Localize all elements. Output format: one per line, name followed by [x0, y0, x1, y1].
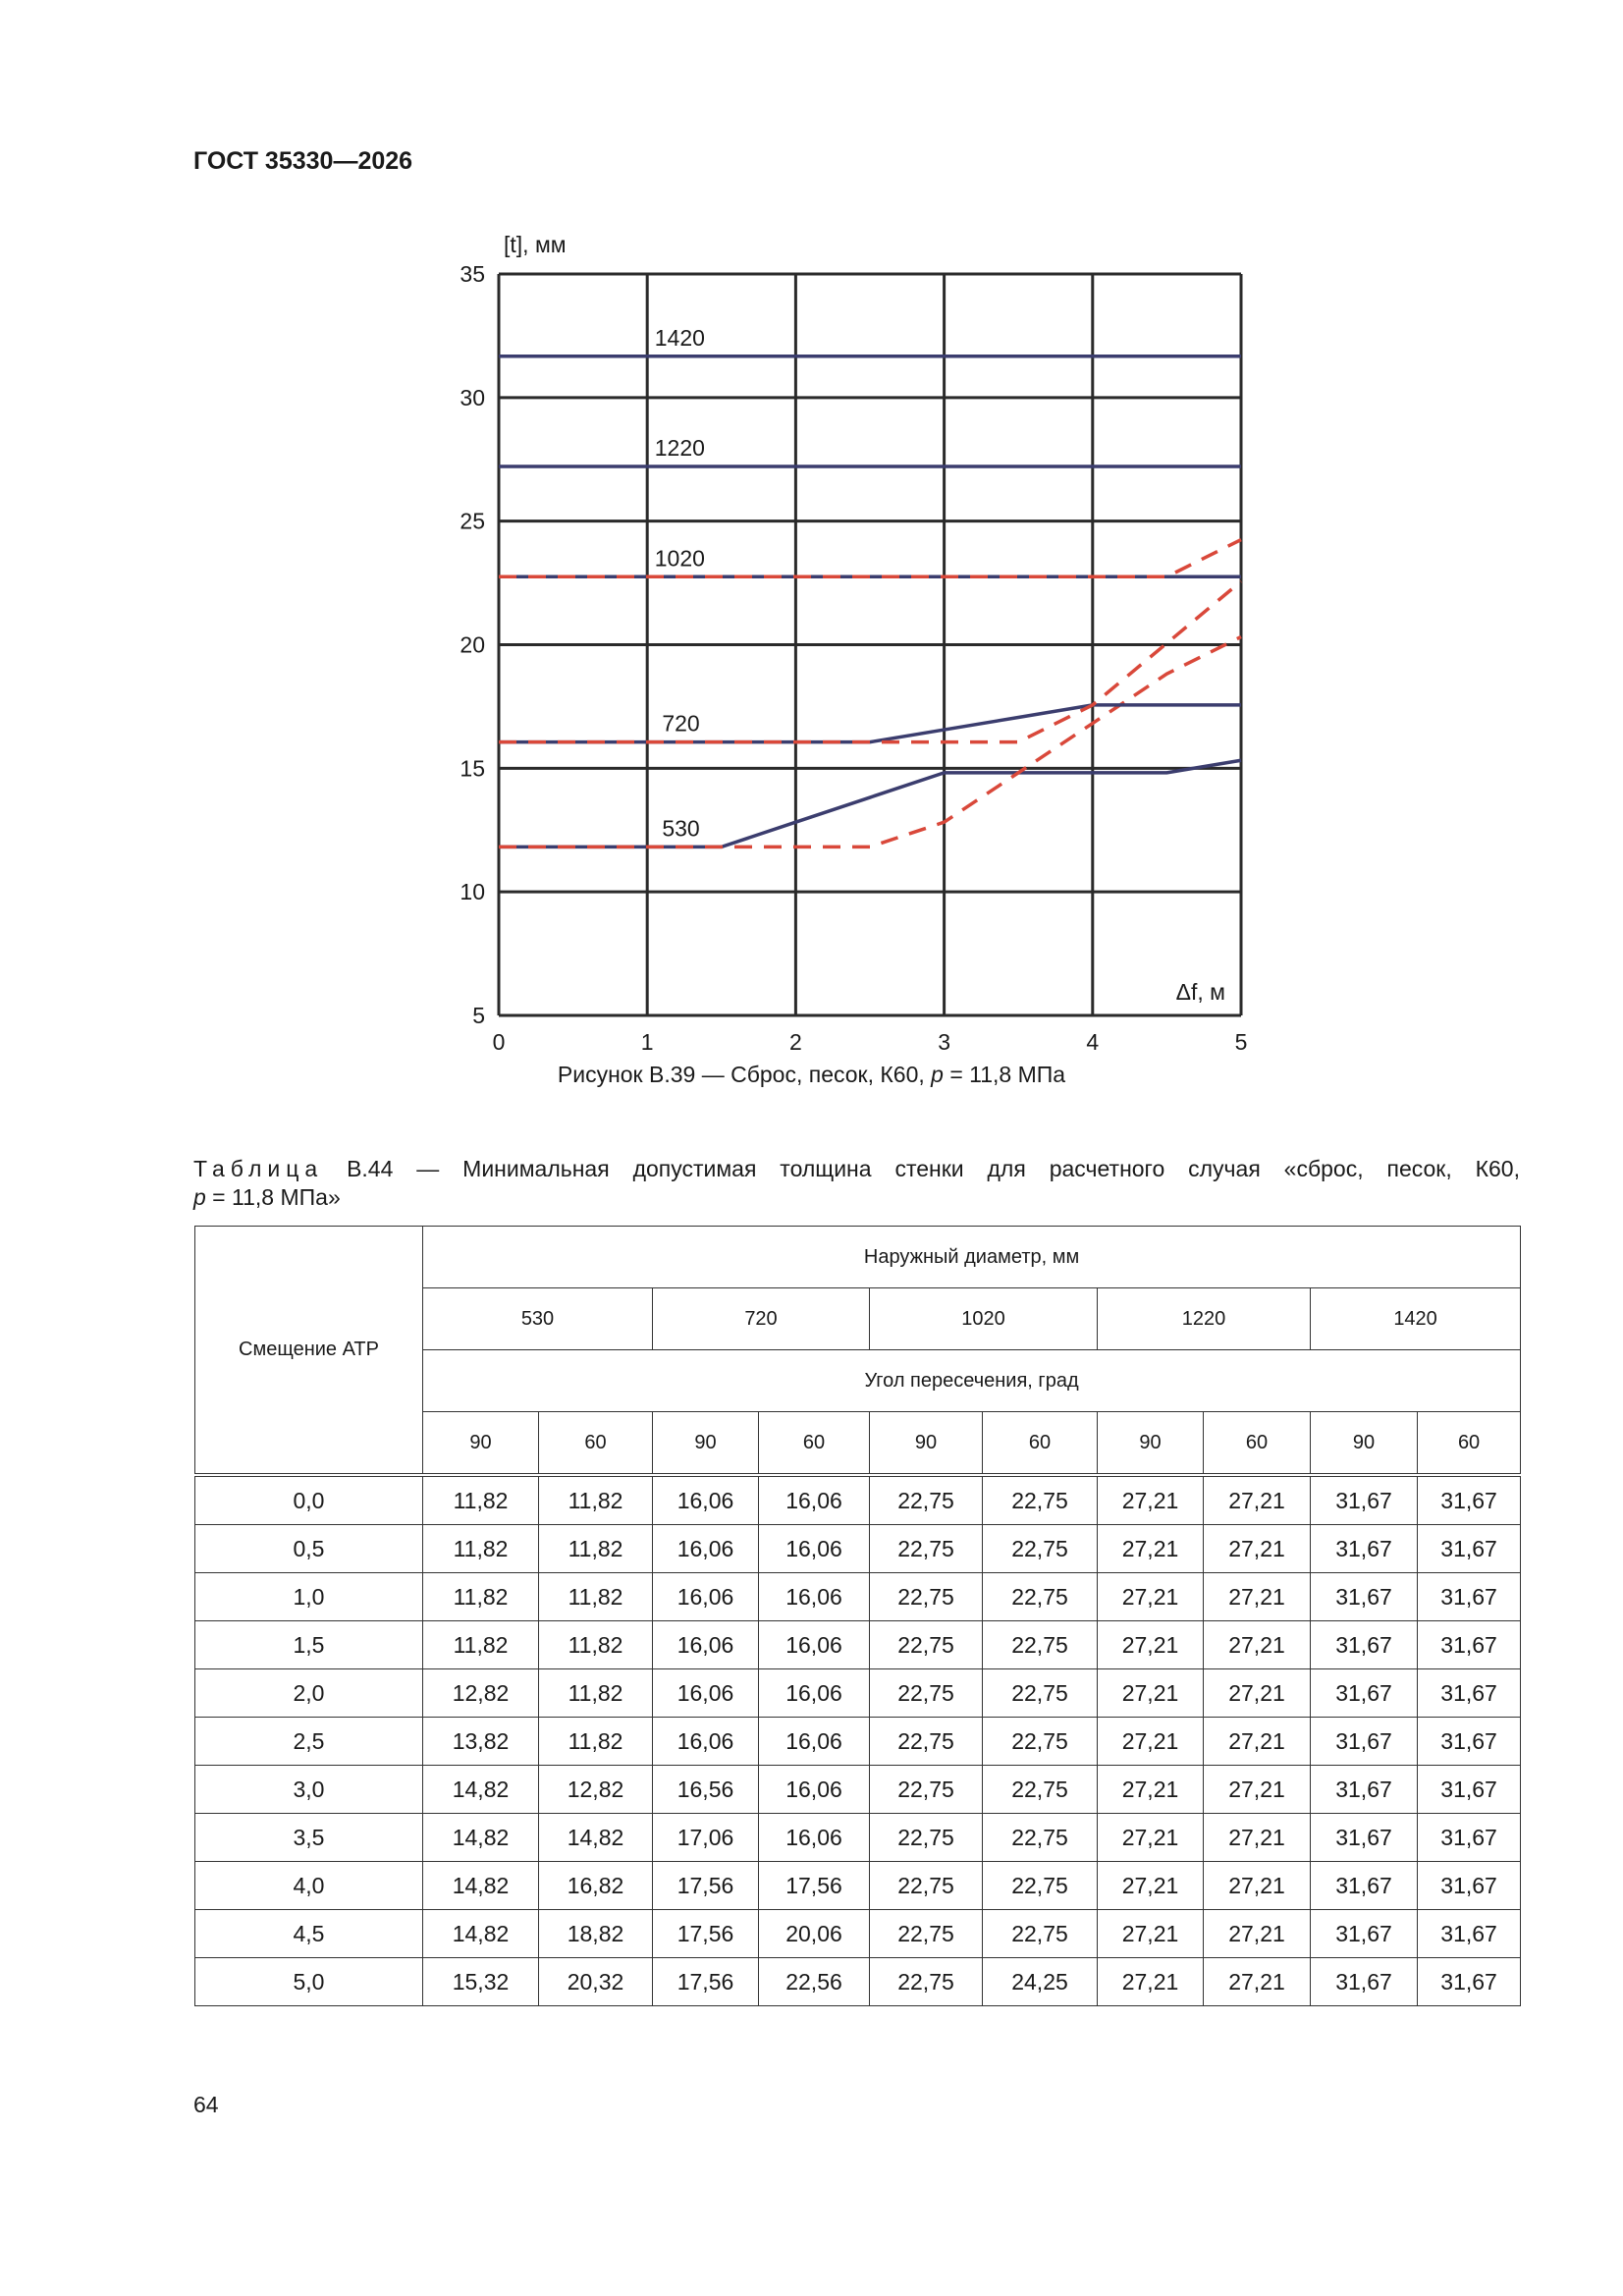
thickness-cell: 12,82 — [539, 1766, 653, 1814]
thickness-cell: 20,32 — [539, 1958, 653, 2006]
diameter-header: 1020 — [870, 1288, 1098, 1350]
thickness-cell: 22,75 — [870, 1669, 983, 1718]
angle-header: 90 — [653, 1412, 759, 1476]
y-tick-label: 20 — [460, 631, 485, 658]
thickness-cell: 22,75 — [870, 1766, 983, 1814]
offset-cell: 3,5 — [195, 1814, 423, 1862]
table-row — [195, 1718, 1521, 1766]
header-row — [195, 1227, 1521, 1288]
thickness-cell: 31,67 — [1418, 1718, 1521, 1766]
thickness-cell: 27,21 — [1098, 1910, 1204, 1958]
thickness-cell: 31,67 — [1311, 1621, 1418, 1669]
table-caption-text: В.44 — Минимальная допустимая толщина стенки для расчетного случая «сброс, песок, К60, — [323, 1156, 1520, 1181]
y-tick-label: 35 — [460, 261, 485, 287]
thickness-cell: 27,21 — [1098, 1621, 1204, 1669]
y-tick-label: 5 — [472, 1003, 485, 1028]
thickness-cell: 31,67 — [1311, 1958, 1418, 2006]
table-caption — [193, 1155, 1520, 1183]
thickness-cell: 20,06 — [759, 1910, 870, 1958]
offset-cell: 4,0 — [195, 1862, 423, 1910]
thickness-cell: 27,21 — [1204, 1718, 1311, 1766]
table-caption-word: Таблица — [193, 1156, 324, 1181]
angle-group-header: Угол пересечения, град — [423, 1350, 1521, 1412]
thickness-cell: 22,75 — [983, 1910, 1098, 1958]
thickness-cell: 16,06 — [653, 1621, 759, 1669]
thickness-cell: 22,75 — [870, 1573, 983, 1621]
y-tick-label: 30 — [460, 384, 485, 410]
thickness-cell: 24,25 — [983, 1958, 1098, 2006]
y-tick-label: 10 — [460, 879, 485, 905]
thickness-cell: 17,56 — [653, 1958, 759, 2006]
y-tick-label: 15 — [460, 755, 485, 782]
thickness-cell: 31,67 — [1311, 1766, 1418, 1814]
thickness-cell: 27,21 — [1098, 1475, 1204, 1525]
thickness-cell: 17,56 — [653, 1910, 759, 1958]
thickness-cell: 27,21 — [1204, 1766, 1311, 1814]
thickness-cell: 27,21 — [1098, 1573, 1204, 1621]
thickness-cell: 22,75 — [983, 1814, 1098, 1862]
thickness-cell: 15,32 — [423, 1958, 539, 2006]
curve-label: 720 — [662, 710, 700, 737]
thickness-cell: 11,82 — [423, 1621, 539, 1669]
thickness-cell: 27,21 — [1204, 1910, 1311, 1958]
figure-caption: Рисунок В.39 — Сброс, песок, К60, p = 11,8 МПа — [557, 1062, 1066, 1087]
thickness-cell: 16,06 — [759, 1525, 870, 1573]
angle-header: 60 — [539, 1412, 653, 1476]
thickness-cell: 16,06 — [759, 1573, 870, 1621]
thickness-cell: 31,67 — [1418, 1669, 1521, 1718]
thickness-cell: 14,82 — [539, 1814, 653, 1862]
thickness-cell: 22,75 — [983, 1525, 1098, 1573]
thickness-cell: 13,82 — [423, 1718, 539, 1766]
x-tick-label: 1 — [640, 1029, 654, 1055]
thickness-cell: 22,75 — [983, 1862, 1098, 1910]
y-tick-label: 25 — [460, 508, 485, 534]
table-row — [195, 1814, 1521, 1862]
thickness-chart — [0, 0, 1623, 1061]
table-row — [195, 1958, 1521, 2006]
thickness-cell: 27,21 — [1098, 1766, 1204, 1814]
offset-cell: 2,0 — [195, 1669, 423, 1718]
thickness-cell: 22,75 — [870, 1910, 983, 1958]
thickness-cell: 16,06 — [759, 1621, 870, 1669]
diameter-header: 1420 — [1311, 1288, 1521, 1350]
table-row — [195, 1475, 1521, 1525]
angle-header: 90 — [870, 1412, 983, 1476]
thickness-cell: 22,75 — [870, 1814, 983, 1862]
thickness-cell: 27,21 — [1204, 1814, 1311, 1862]
thickness-cell: 27,21 — [1098, 1718, 1204, 1766]
thickness-cell: 27,21 — [1204, 1621, 1311, 1669]
thickness-cell: 14,82 — [423, 1766, 539, 1814]
thickness-cell: 31,67 — [1418, 1766, 1521, 1814]
table-row — [195, 1573, 1521, 1621]
offset-cell: 3,0 — [195, 1766, 423, 1814]
thickness-cell: 27,21 — [1098, 1814, 1204, 1862]
angle-header: 60 — [1418, 1412, 1521, 1476]
thickness-cell: 31,67 — [1418, 1910, 1521, 1958]
thickness-cell: 16,06 — [653, 1573, 759, 1621]
angle-header: 90 — [1098, 1412, 1204, 1476]
thickness-cell: 31,67 — [1311, 1718, 1418, 1766]
thickness-cell: 14,82 — [423, 1862, 539, 1910]
thickness-cell: 11,82 — [423, 1525, 539, 1573]
curve-label: 1220 — [654, 435, 705, 462]
offset-cell: 0,0 — [195, 1475, 423, 1525]
thickness-cell: 16,06 — [653, 1669, 759, 1718]
thickness-cell: 11,82 — [539, 1621, 653, 1669]
thickness-cell: 31,67 — [1418, 1862, 1521, 1910]
thickness-cell: 31,67 — [1311, 1475, 1418, 1525]
thickness-cell: 22,75 — [870, 1862, 983, 1910]
thickness-cell: 22,75 — [870, 1621, 983, 1669]
diameter-header: 530 — [423, 1288, 653, 1350]
thickness-cell: 22,75 — [983, 1621, 1098, 1669]
thickness-cell: 31,67 — [1311, 1862, 1418, 1910]
thickness-cell: 27,21 — [1098, 1958, 1204, 2006]
x-axis-label: Δf, м — [1175, 979, 1225, 1005]
thickness-cell: 22,75 — [870, 1525, 983, 1573]
thickness-cell: 14,82 — [423, 1910, 539, 1958]
curve-label: 1420 — [654, 324, 705, 351]
offset-cell: 2,5 — [195, 1718, 423, 1766]
x-tick-label: 2 — [789, 1029, 802, 1055]
table-row — [195, 1669, 1521, 1718]
table-row — [195, 1766, 1521, 1814]
thickness-cell: 17,06 — [653, 1814, 759, 1862]
thickness-cell: 16,06 — [653, 1475, 759, 1525]
curve-label: 1020 — [654, 545, 705, 572]
thickness-cell: 16,06 — [653, 1718, 759, 1766]
thickness-cell: 31,67 — [1311, 1669, 1418, 1718]
offset-cell: 4,5 — [195, 1910, 423, 1958]
thickness-cell: 27,21 — [1204, 1862, 1311, 1910]
row-header-cell: Смещение АТР — [195, 1227, 423, 1476]
thickness-cell: 27,21 — [1098, 1669, 1204, 1718]
thickness-cell: 12,82 — [423, 1669, 539, 1718]
thickness-cell: 11,82 — [539, 1718, 653, 1766]
thickness-cell: 17,56 — [759, 1862, 870, 1910]
thickness-cell: 22,75 — [983, 1669, 1098, 1718]
x-tick-label: 0 — [492, 1029, 506, 1055]
offset-cell: 0,5 — [195, 1525, 423, 1573]
table-row — [195, 1862, 1521, 1910]
thickness-cell: 16,06 — [759, 1669, 870, 1718]
thickness-cell: 27,21 — [1204, 1475, 1311, 1525]
diameter-group-header: Наружный диаметр, мм — [423, 1227, 1521, 1288]
thickness-cell: 22,75 — [870, 1475, 983, 1525]
angle-header: 90 — [1311, 1412, 1418, 1476]
thickness-cell: 27,21 — [1204, 1958, 1311, 2006]
angle-header: 60 — [759, 1412, 870, 1476]
thickness-cell: 11,82 — [539, 1573, 653, 1621]
thickness-cell: 11,82 — [539, 1669, 653, 1718]
thickness-cell: 31,67 — [1311, 1573, 1418, 1621]
thickness-cell: 31,67 — [1418, 1475, 1521, 1525]
thickness-cell: 16,06 — [759, 1475, 870, 1525]
table-row — [195, 1910, 1521, 1958]
thickness-cell: 31,67 — [1418, 1958, 1521, 2006]
angle-header: 60 — [1204, 1412, 1311, 1476]
thickness-cell: 17,56 — [653, 1862, 759, 1910]
thickness-cell: 16,56 — [653, 1766, 759, 1814]
page-number: 64 — [193, 2092, 219, 2117]
diameter-header: 1220 — [1098, 1288, 1311, 1350]
thickness-cell: 22,75 — [983, 1766, 1098, 1814]
angle-header: 90 — [423, 1412, 539, 1476]
thickness-cell: 31,67 — [1418, 1621, 1521, 1669]
angle-header: 60 — [983, 1412, 1098, 1476]
diameter-header: 720 — [653, 1288, 870, 1350]
thickness-cell: 11,82 — [423, 1573, 539, 1621]
x-tick-label: 5 — [1234, 1029, 1248, 1055]
series-line-720-solid — [499, 705, 1241, 742]
thickness-cell: 31,67 — [1418, 1573, 1521, 1621]
thickness-cell: 31,67 — [1311, 1910, 1418, 1958]
thickness-cell: 31,67 — [1418, 1525, 1521, 1573]
chart-grid — [499, 274, 1241, 1015]
thickness-cell: 16,06 — [653, 1525, 759, 1573]
thickness-cell: 22,75 — [870, 1958, 983, 2006]
thickness-cell: 27,21 — [1204, 1573, 1311, 1621]
offset-cell: 5,0 — [195, 1958, 423, 2006]
thickness-cell: 16,06 — [759, 1766, 870, 1814]
thickness-cell: 18,82 — [539, 1910, 653, 1958]
thickness-cell: 27,21 — [1204, 1669, 1311, 1718]
table-caption-line2: p = 11,8 МПа» — [193, 1184, 341, 1210]
offset-cell: 1,5 — [195, 1621, 423, 1669]
chart-series — [499, 356, 1241, 847]
thickness-cell: 27,21 — [1204, 1525, 1311, 1573]
thickness-cell: 27,21 — [1098, 1862, 1204, 1910]
x-tick-label: 4 — [1086, 1029, 1100, 1055]
offset-cell: 1,0 — [195, 1573, 423, 1621]
table-row — [195, 1621, 1521, 1669]
thickness-cell: 11,82 — [539, 1475, 653, 1525]
thickness-table — [194, 1226, 1521, 2006]
thickness-cell: 11,82 — [423, 1475, 539, 1525]
series-line-1020-dashed — [499, 540, 1241, 577]
thickness-cell: 16,06 — [759, 1814, 870, 1862]
thickness-cell: 16,82 — [539, 1862, 653, 1910]
thickness-cell: 22,75 — [983, 1475, 1098, 1525]
thickness-cell: 22,75 — [983, 1718, 1098, 1766]
series-line-530-solid — [499, 760, 1241, 847]
document-header: ГОСТ 35330—2026 — [193, 147, 413, 175]
thickness-cell: 31,67 — [1311, 1525, 1418, 1573]
thickness-cell: 27,21 — [1098, 1525, 1204, 1573]
series-line-720-dashed — [499, 581, 1241, 742]
thickness-cell: 31,67 — [1418, 1814, 1521, 1862]
thickness-cell: 22,75 — [870, 1718, 983, 1766]
x-tick-label: 3 — [938, 1029, 950, 1055]
thickness-cell: 16,06 — [759, 1718, 870, 1766]
y-axis-label: [t], мм — [504, 232, 567, 257]
thickness-cell: 22,56 — [759, 1958, 870, 2006]
table-row — [195, 1525, 1521, 1573]
thickness-cell: 31,67 — [1311, 1814, 1418, 1862]
curve-label: 530 — [662, 815, 700, 842]
thickness-cell: 11,82 — [539, 1525, 653, 1573]
thickness-cell: 14,82 — [423, 1814, 539, 1862]
thickness-cell: 22,75 — [983, 1573, 1098, 1621]
